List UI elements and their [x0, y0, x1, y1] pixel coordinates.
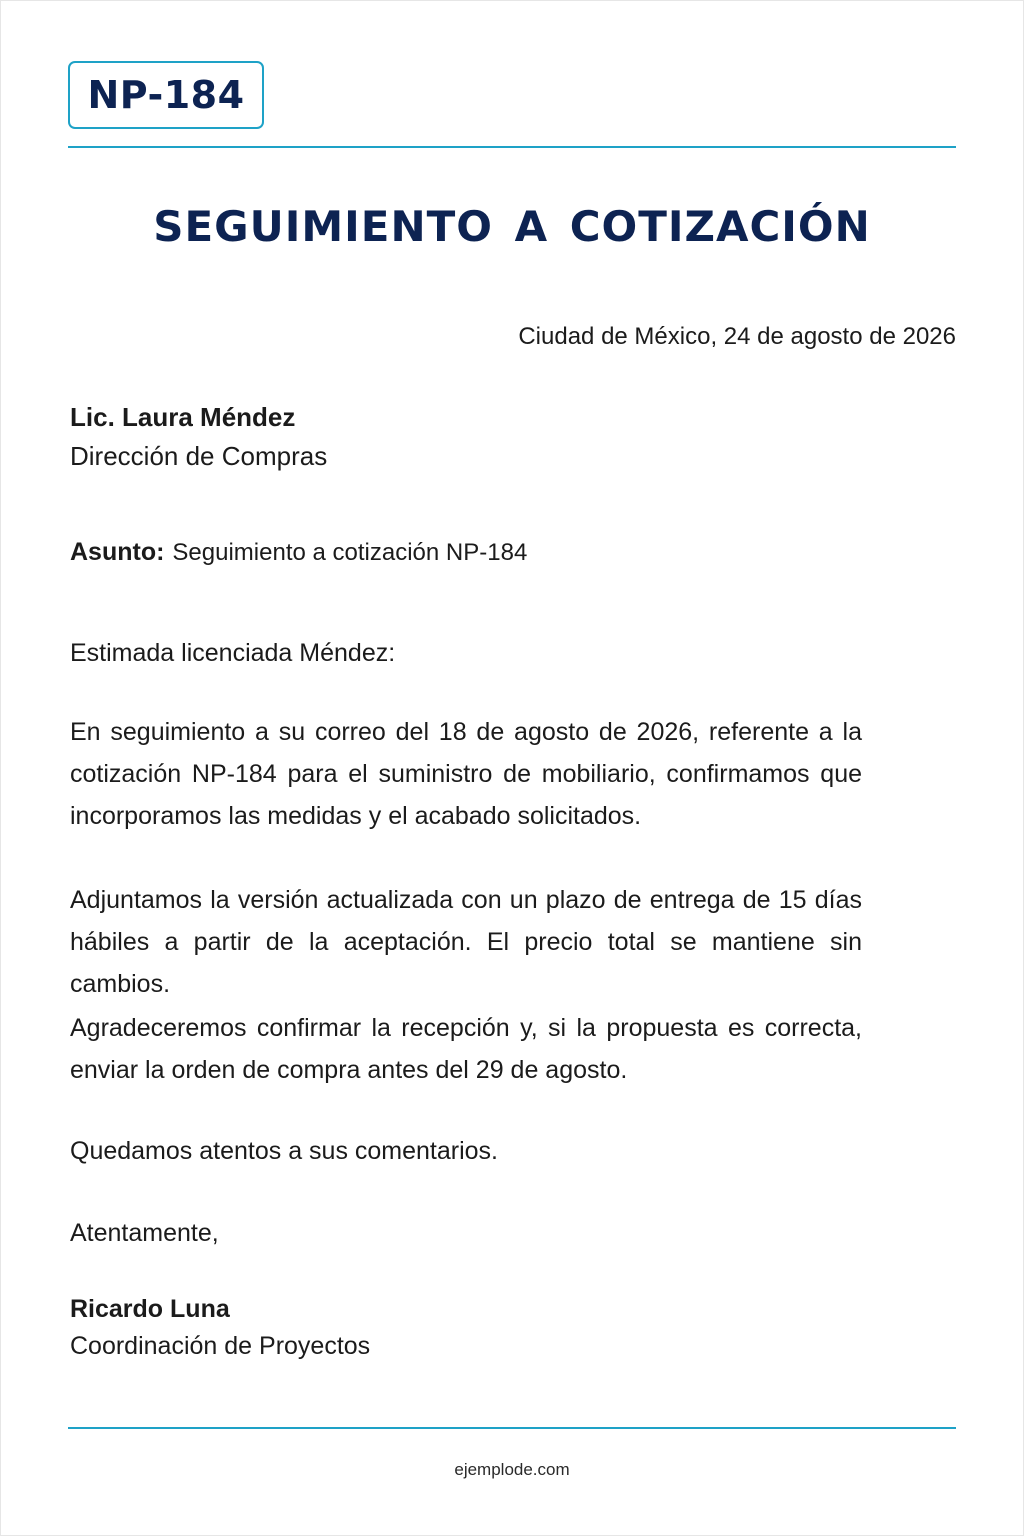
place-date: Ciudad de México, 24 de agosto de 2026	[518, 323, 956, 350]
top-divider	[68, 146, 956, 148]
recipient-name: Lic. Laura Méndez	[70, 402, 296, 432]
bottom-divider	[68, 1427, 956, 1429]
sender-department: Coordinación de Proyectos	[70, 1332, 371, 1360]
subject-line	[70, 538, 527, 567]
footer-site: ejemplode.com	[454, 1460, 570, 1479]
closing-note: Quedamos atentos a sus comentarios.	[70, 1137, 499, 1165]
subject-label: Asunto:	[70, 538, 165, 566]
salutation: Estimada licenciada Méndez:	[70, 639, 396, 667]
document-title: SEGUIMIENTO A COTIZACIÓN	[153, 202, 871, 251]
reference-badge: NP-184	[68, 61, 264, 129]
sign-off: Atentamente,	[70, 1219, 219, 1247]
subject-text: Seguimiento a cotización NP-184	[172, 539, 528, 566]
sender-name: Ricardo Luna	[70, 1295, 230, 1323]
body-paragraph-3: Agradeceremos confirmar la recepción y, si la propuesta es correcta, enviar la orden de compra antes del 29 de agosto.	[70, 1014, 862, 1084]
body-paragraph-1: En seguimiento a su correo del 18 de agosto de 2026, referente a la cotización NP-184 para el suministro de mobiliario, confirmamos que incorporamos las medidas y el acabado solicitados.	[70, 718, 862, 830]
body-paragraph-2: Adjuntamos la versión actualizada con un plazo de entrega de 15 días hábiles a partir de la aceptación. El precio total se mantiene sin cambios.	[70, 886, 862, 998]
recipient-department: Dirección de Compras	[70, 441, 328, 471]
